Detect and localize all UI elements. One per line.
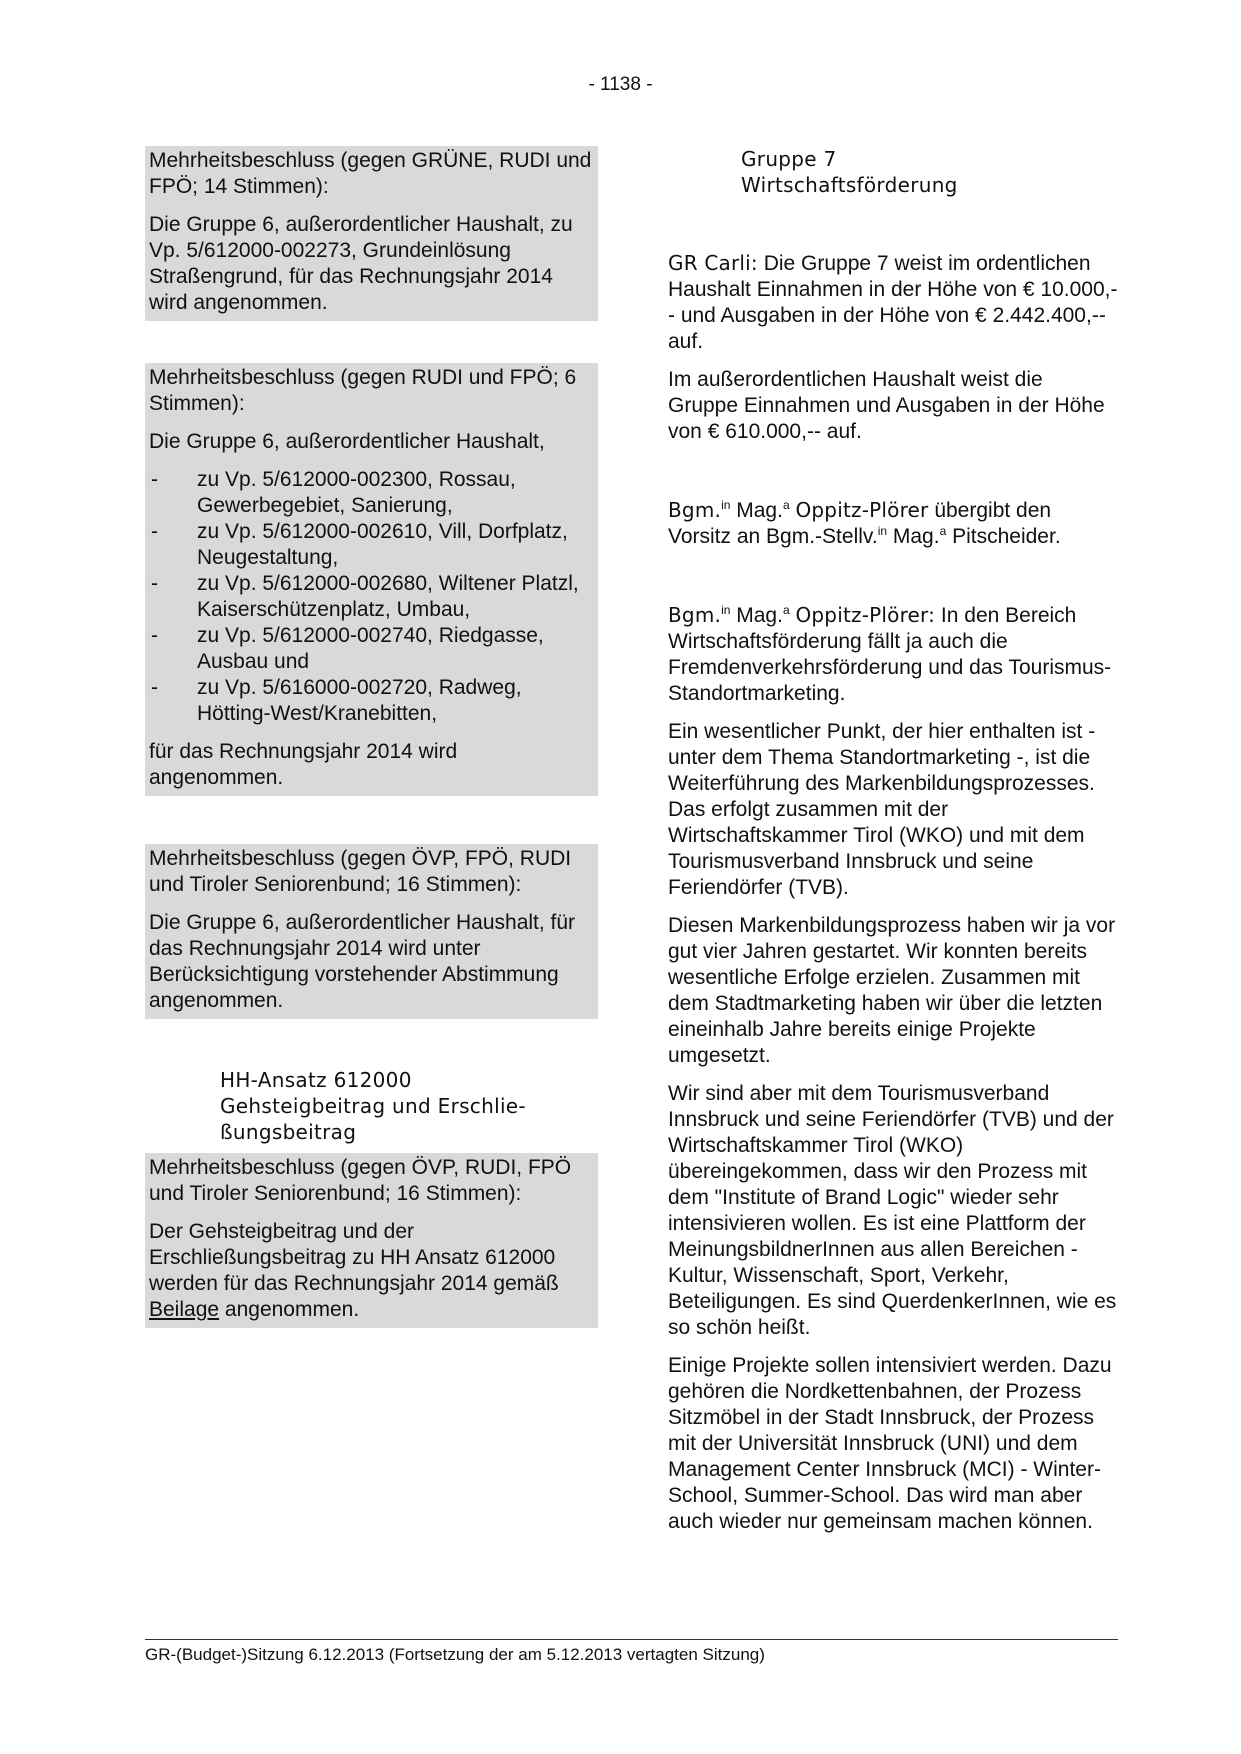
right-column <box>668 146 1118 1535</box>
resolution-title: Mehrheitsbeschluss (gegen ÖVP, RUDI, FPÖ und Tiroler Seniorenbund; 16 Stimmen): <box>149 1156 572 1205</box>
resolution-intro: Die Gruppe 6, außerordentlicher Haushalt, <box>149 430 545 453</box>
page-number: - 1138 - <box>588 74 653 95</box>
list-item: - zu Vp. 5/616000-002720, Radweg, Hötting-West/Kranebitten, <box>149 675 594 727</box>
resolution-text: Die Gruppe 6, außerordentlicher Haushalt, zu Vp. 5/612000-002273, Grundeinlösung Straßengrund, für das Rechnungsjahr 2014 wird angenommen. <box>149 213 573 314</box>
speech-text: In den Bereich Wirtschaftsförderung fällt ja auch die Fremdenverkehrsförderung und das Tourismus-Standortmarketing. <box>668 604 1112 705</box>
beilage-link[interactable]: Beilage <box>149 1298 220 1321</box>
heading-line: ßungsbeitrag <box>220 1120 357 1144</box>
left-column <box>145 146 598 1328</box>
list-item: - zu Vp. 5/612000-002680, Wiltener Platzl, Kaiserschützenplatz, Umbau, <box>149 571 594 623</box>
footer-divider <box>145 1639 1118 1640</box>
resolution-text-end: angenommen. <box>224 1298 360 1321</box>
resolution-title: Mehrheitsbeschluss (gegen GRÜNE, RUDI und FPÖ; 14 Stimmen): <box>149 149 592 198</box>
budget-item-list <box>149 467 594 727</box>
speech-text: Die Gruppe 7 weist im ordentlichen Haushalt Einnahmen in der Höhe von € 10.000,-- und Ausgaben in der Höhe von € 2.442.400,-- auf. <box>668 252 1118 353</box>
section-heading-hh-ansatz <box>145 1067 598 1145</box>
resolution-text <box>149 1219 594 1323</box>
speech-paragraph: Wir sind aber mit dem Tourismusverband Innsbruck und seine Feriendörfer (TVB) und der Wirtschaftskammer Tirol (WKO) übereingekommen, dass wir den Prozess mit dem "Institute of Brand Logic" wieder sehr intensivieren wollen. Es ist eine Plattform der MeinungsbildnerInnen aus allen Bereichen - Kultur, Wissenschaft, Sport, Verkehr, Beteiligungen. Es sind QuerdenkerInnen, wie es so schön heißt. <box>668 1082 1117 1339</box>
list-item: - zu Vp. 5/612000-002610, Vill, Dorfplatz, Neugestaltung, <box>149 519 594 571</box>
speech-paragraph: Einige Projekte sollen intensiviert werden. Dazu gehören die Nordkettenbahnen, der Prozess Sitzmöbel in der Stadt Innsbruck, der Prozess mit der Universität Innsbruck (UNI) und dem Management Center Innsbruck (MCI) - Winter-School, Summer-School. Das wird man aber auch wieder nur gemeinsam machen können. <box>668 1354 1112 1533</box>
resolution-box-4 <box>145 1153 598 1328</box>
heading-line: Wirtschaftsförderung <box>741 173 958 197</box>
list-item: - zu Vp. 5/612000-002740, Riedgasse, Ausbau und <box>149 623 594 675</box>
speaker-name: GR Carli: <box>668 251 758 275</box>
page-footer: GR-(Budget-)Sitzung 6.12.2013 (Fortsetzung der am 5.12.2013 vertagten Sitzung) <box>145 1645 765 1664</box>
section-heading-gruppe-7 <box>668 146 1118 198</box>
list-item: - zu Vp. 5/612000-002300, Rossau, Gewerbegebiet, Sanierung, <box>149 467 594 519</box>
speech-paragraph-oppitz-ploerer: Bgm.$^{in}$ Mag.$^a$ Oppitz-Plörer: In den Bereich Wirtschaftsförderung fällt ja auch die Fremdenverkehrsförderung und das Tourismus-Standortmarketing. <box>668 603 1112 705</box>
speech-paragraph: Ein wesentlicher Punkt, der hier enthalten ist - unter dem Thema Standortmarketing -, ist die Weiterführung des Markenbildungsprozesses. Das erfolgt zusammen mit der Wirtschaftskammer Tirol (WKO) und mit dem Tourismusverband Innsbruck und seine Feriendörfer (TVB). <box>668 720 1096 899</box>
resolution-text-main: Der Gehsteigbeitrag und der Erschließungsbeitrag zu HH Ansatz 612000 werden für das Rechnungsjahr 2014 gemäß <box>149 1220 559 1295</box>
heading-line: Gruppe 7 <box>741 147 837 171</box>
heading-line: Gehsteigbeitrag und Erschlie- <box>220 1094 526 1118</box>
resolution-outro: für das Rechnungsjahr 2014 wird angenommen. <box>149 740 458 789</box>
speech-paragraph: Im außerordentlichen Haushalt weist die Gruppe Einnahmen und Ausgaben in der Höhe von € 610.000,-- auf. <box>668 368 1105 443</box>
heading-line: HH-Ansatz 612000 <box>220 1068 412 1092</box>
resolution-box-1 <box>145 146 598 321</box>
speech-paragraph: Diesen Markenbildungsprozess haben wir ja vor gut vier Jahren gestartet. Wir konnten bereits wesentliche Erfolge erzielen. Zusammen mit dem Stadtmarketing haben wir über die letzten eineinhalb Jahre bereits einige Projekte umgesetzt. <box>668 914 1116 1067</box>
resolution-title: Mehrheitsbeschluss (gegen RUDI und FPÖ; 6 Stimmen): <box>149 366 577 415</box>
resolution-text: Die Gruppe 6, außerordentlicher Haushalt, für das Rechnungsjahr 2014 wird unter Berücksichtigung vorstehender Abstimmung angenommen. <box>149 911 576 1012</box>
resolution-box-3 <box>145 844 598 1019</box>
resolution-box-2 <box>145 363 598 796</box>
speech-paragraph-carli <box>668 250 1118 355</box>
speaker-name: Oppitz-Plörer: <box>795 603 936 627</box>
resolution-title: Mehrheitsbeschluss (gegen ÖVP, FPÖ, RUDI und Tiroler Seniorenbund; 16 Stimmen): <box>149 847 572 896</box>
chair-handover-note: Bgm.$^{in}$ Mag.$^a$ Oppitz-Plörer übergibt den Vorsitz an Bgm.-Stellv.$^{in}$ Mag.$^a$ Pitscheider. <box>668 498 1061 548</box>
